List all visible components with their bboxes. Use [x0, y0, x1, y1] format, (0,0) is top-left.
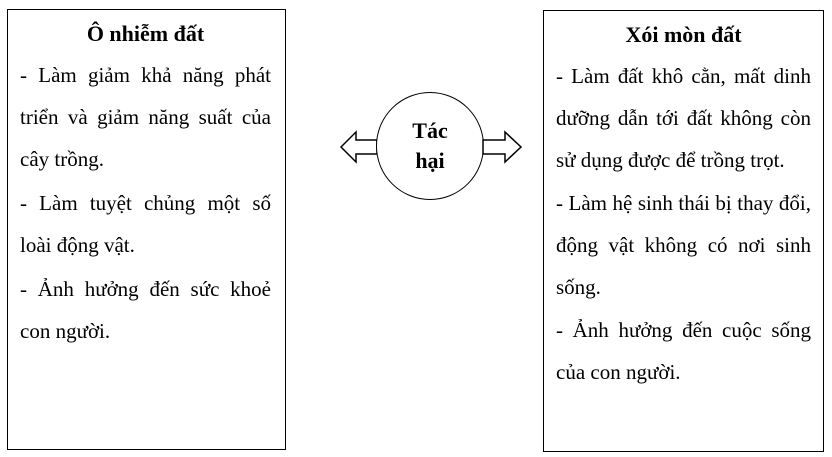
left-item: - Ảnh hưởng đến sức khoẻ con người. — [20, 277, 271, 343]
right-item: - Làm đất khô cằn, mất dinh dưỡng dẫn tới đất không còn sử dụng được để trồng trọt. — [556, 64, 811, 172]
right-box-body — [556, 55, 811, 393]
right-arrow — [482, 131, 522, 163]
left-item: - Làm tuyệt chủng một số loài động vật. — [20, 191, 271, 257]
right-item: - Làm hệ sinh thái bị thay đổi, động vật không có nơi sinh sống. — [556, 191, 811, 299]
left-item: - Làm giảm khả năng phát triển và giảm năng suất của cây trồng. — [20, 63, 271, 171]
left-box-body — [20, 54, 271, 352]
right-box-title: Xói mòn đất — [625, 22, 742, 47]
left-box-soil-pollution — [7, 9, 286, 450]
left-arrow — [340, 131, 378, 163]
center-label: Tác hại — [412, 118, 448, 173]
center-circle — [376, 92, 484, 200]
left-box-title: Ô nhiễm đất — [86, 21, 205, 46]
right-item: - Ảnh hưởng đến cuộc sống của con người. — [556, 318, 811, 384]
right-box-soil-erosion — [543, 10, 824, 452]
